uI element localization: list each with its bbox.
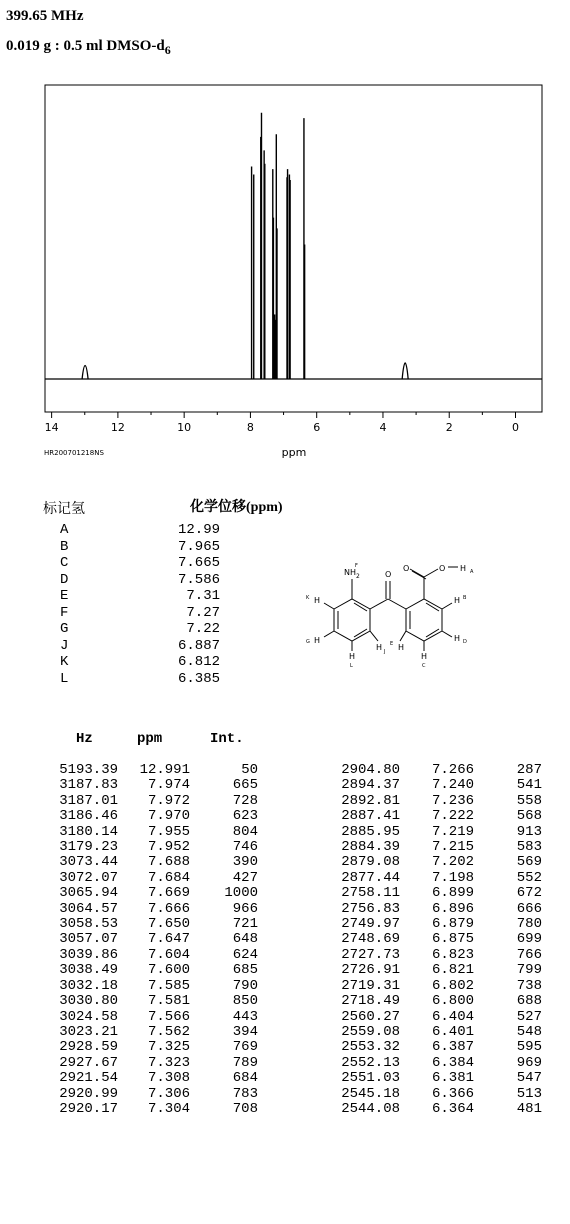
peak-row [46, 778, 258, 793]
peak-hz: 2920.99 [59, 1085, 118, 1102]
peak-row [46, 917, 258, 932]
peak-int: 552 [516, 869, 542, 886]
x-tick-label: 4 [379, 421, 387, 434]
peak-ppm: 7.688 [147, 854, 190, 871]
peak-int: 527 [516, 1008, 542, 1025]
peak-hz: 3032.18 [59, 977, 118, 994]
assignment-row [60, 588, 220, 605]
peak-row [46, 902, 258, 917]
peak-table-left [46, 763, 258, 1117]
peak-table-header-int: Int. [210, 731, 244, 747]
peak-hz: 3065.94 [59, 885, 118, 902]
label-c: C [422, 663, 426, 669]
label-k: K [306, 595, 310, 601]
peak-ppm: 7.684 [147, 869, 190, 886]
peak-hz: 3039.86 [59, 946, 118, 963]
peak-row [330, 1071, 542, 1086]
peak-int: 783 [232, 1085, 258, 1102]
nh2-label: $NH_2$ [344, 568, 360, 580]
peak-ppm: 7.308 [147, 1070, 190, 1087]
peak-hz: 2894.37 [341, 777, 400, 794]
peak-int: 969 [516, 1054, 542, 1071]
label-j: J [384, 649, 386, 655]
x-axis [45, 412, 519, 434]
assignment-shift-header: 化学位移(ppm) [190, 500, 283, 515]
peak-int: 648 [232, 931, 258, 948]
peak-ppm: 7.266 [431, 762, 474, 778]
peak-int: 558 [516, 792, 542, 809]
peak-int: 789 [232, 1054, 258, 1071]
peak-ppm: 7.669 [147, 885, 190, 902]
peak-row [330, 809, 542, 824]
spectrometer-frequency: 399.65 MHz [6, 8, 84, 24]
peak-int: 738 [516, 977, 542, 994]
assignment-label: G [60, 621, 69, 637]
peak-ppm: 6.387 [431, 1039, 474, 1056]
peak-ppm: 6.381 [431, 1070, 474, 1087]
assignment-label: L [60, 670, 69, 687]
h-g: H [314, 636, 321, 645]
peak-ppm: 7.972 [147, 792, 190, 809]
peak-ppm: 7.219 [431, 823, 474, 840]
peak-hz: 2877.44 [341, 869, 400, 886]
peak-hz: 3186.46 [59, 808, 118, 825]
peak-row [330, 871, 542, 886]
x-tick-label: 0 [511, 421, 519, 434]
peak-int: 624 [232, 946, 258, 963]
acid-carbonyl-o: O [403, 564, 410, 573]
peak-hz: 2879.08 [341, 854, 400, 871]
peak-int: 850 [232, 993, 258, 1010]
peak-int: 672 [516, 885, 542, 902]
assignment-row [60, 638, 220, 655]
assignment-row [60, 555, 220, 572]
peak-hz: 2544.08 [341, 1100, 400, 1117]
assignment-label: C [60, 555, 69, 571]
label-b: B [463, 595, 467, 601]
peak-table-header-hz: Hz [76, 731, 93, 747]
assignment-label: F [60, 604, 69, 621]
x-tick-label: 12 [110, 421, 125, 434]
spectrum-trace [45, 113, 542, 379]
peak-table-header-ppm: ppm [137, 731, 163, 747]
molecule-structure [278, 545, 508, 685]
peak-hz: 5193.39 [59, 762, 118, 778]
peak-int: 766 [516, 946, 542, 963]
peak-row [330, 948, 542, 963]
carbonyl-o: O [385, 570, 392, 579]
assignment-label: B [60, 538, 69, 555]
h-d: H [454, 634, 461, 643]
peak-hz: 3023.21 [59, 1023, 118, 1040]
label-d: D [463, 639, 467, 645]
label-e: E [390, 641, 394, 647]
acid-h: H [460, 564, 467, 573]
peak-int: 780 [516, 916, 542, 933]
peak-row [330, 1040, 542, 1055]
spectrum-peak [82, 366, 88, 379]
peak-row [46, 932, 258, 947]
peak-int: 913 [516, 823, 542, 840]
peak-row [46, 886, 258, 901]
peak-hz: 3030.80 [59, 993, 118, 1010]
assignment-shift: 6.812 [177, 654, 220, 670]
peak-hz: 2758.11 [341, 885, 400, 902]
peak-ppm: 6.899 [431, 885, 474, 902]
x-tick-label: 6 [313, 421, 321, 434]
peak-row [46, 1010, 258, 1025]
h-j: H [376, 643, 383, 652]
sample-conditions [6, 38, 171, 55]
peak-ppm: 7.198 [431, 869, 474, 886]
peak-hz: 2719.31 [341, 977, 400, 994]
peak-ppm: 7.952 [147, 839, 190, 856]
peak-int: 688 [516, 993, 542, 1010]
peak-hz: 2885.95 [341, 823, 400, 840]
peak-ppm: 6.802 [431, 977, 474, 994]
peak-row [330, 1056, 542, 1071]
peak-hz: 2921.54 [59, 1070, 118, 1087]
assignment-row [60, 572, 220, 589]
peak-hz: 3038.49 [59, 962, 118, 979]
peak-ppm: 7.325 [147, 1039, 190, 1056]
peak-int: 50 [241, 762, 258, 778]
peak-row [330, 1010, 542, 1025]
peak-row [330, 855, 542, 870]
peak-row [46, 1087, 258, 1102]
h-k: H [314, 596, 321, 605]
peak-int: 548 [516, 1023, 542, 1040]
peak-ppm: 6.401 [431, 1023, 474, 1040]
peak-hz: 3072.07 [59, 869, 118, 886]
peak-row [46, 1056, 258, 1071]
assignment-row [60, 671, 220, 688]
structure-bonds [324, 567, 461, 651]
peak-ppm: 7.666 [147, 900, 190, 917]
peak-row [330, 902, 542, 917]
peak-row [330, 840, 542, 855]
peak-int: 665 [232, 777, 258, 794]
assignment-shift: 7.586 [177, 571, 220, 588]
peak-ppm: 6.800 [431, 993, 474, 1010]
peak-hz: 3024.58 [59, 1008, 118, 1025]
label-l: L [350, 663, 353, 669]
peak-hz: 2552.13 [341, 1054, 400, 1071]
sample-subscript: 6 [164, 43, 171, 57]
peak-row [46, 840, 258, 855]
assignment-shift: 7.27 [186, 604, 220, 621]
peak-row [330, 763, 542, 778]
x-tick-label: 8 [246, 421, 254, 434]
assignment-label: E [60, 588, 69, 604]
peak-hz: 2756.83 [341, 900, 400, 917]
peak-ppm: 7.562 [147, 1023, 190, 1040]
acid-hydroxyl-o: O [439, 564, 446, 573]
h-e: H [398, 643, 405, 652]
x-tick-label: 10 [177, 421, 192, 434]
peak-int: 746 [232, 839, 258, 856]
peak-hz: 2904.80 [341, 762, 400, 778]
peak-hz: 2884.39 [341, 839, 400, 856]
peak-ppm: 6.384 [431, 1054, 474, 1071]
peak-hz: 2920.17 [59, 1100, 118, 1117]
peak-int: 804 [232, 823, 258, 840]
sample-text: 0.019 g : 0.5 ml DMSO-d [6, 38, 165, 54]
assignment-label-header: 标记氢 [43, 502, 85, 517]
peak-hz: 2551.03 [341, 1070, 400, 1087]
peak-int: 721 [232, 916, 258, 933]
peak-hz: 2718.49 [341, 993, 400, 1010]
assignment-row [60, 654, 220, 671]
peak-int: 699 [516, 931, 542, 948]
peak-ppm: 7.647 [147, 931, 190, 948]
spectrum-serial-number: HR200701218NS [44, 449, 104, 457]
peak-ppm: 7.585 [147, 977, 190, 994]
peak-int: 799 [516, 962, 542, 979]
peak-int: 427 [232, 869, 258, 886]
peak-hz: 2553.32 [341, 1039, 400, 1056]
peak-ppm: 7.222 [431, 808, 474, 825]
assignment-row [60, 605, 220, 622]
peak-ppm: 7.240 [431, 777, 474, 794]
assignment-shift: 7.665 [177, 555, 220, 571]
peak-hz: 3180.14 [59, 823, 118, 840]
peak-ppm: 7.306 [147, 1085, 190, 1102]
spectrum-peak [402, 363, 408, 379]
peak-hz: 2560.27 [341, 1008, 400, 1025]
peak-hz: 3187.01 [59, 792, 118, 809]
assignment-label: D [60, 571, 69, 588]
assignment-shift: 7.965 [177, 538, 220, 555]
peak-row [330, 886, 542, 901]
peak-int: 568 [516, 808, 542, 825]
peak-int: 708 [232, 1100, 258, 1117]
label-a: A [470, 569, 474, 575]
peak-hz: 3179.23 [59, 839, 118, 856]
assignment-row [60, 621, 220, 638]
peak-int: 569 [516, 854, 542, 871]
h-l: H [349, 652, 356, 661]
assignment-label: K [60, 654, 69, 670]
peak-ppm: 7.604 [147, 946, 190, 963]
peak-hz: 2749.97 [341, 916, 400, 933]
peak-int: 1000 [224, 885, 258, 902]
peak-hz: 3058.53 [59, 916, 118, 933]
peak-hz: 2892.81 [341, 792, 400, 809]
label-g: G [306, 639, 310, 645]
peak-int: 547 [516, 1070, 542, 1087]
peak-int: 390 [232, 854, 258, 871]
peak-row [330, 778, 542, 793]
peak-ppm: 7.215 [431, 839, 474, 856]
peak-hz: 2748.69 [341, 931, 400, 948]
peak-int: 966 [232, 900, 258, 917]
peak-ppm: 7.974 [147, 777, 190, 794]
peak-int: 541 [516, 777, 542, 794]
peak-int: 287 [516, 762, 542, 778]
peak-int: 728 [232, 792, 258, 809]
peak-row [330, 932, 542, 947]
peak-ppm: 7.236 [431, 792, 474, 809]
peak-ppm: 12.991 [139, 762, 190, 778]
assignment-shift: 6.385 [177, 670, 220, 687]
peak-ppm: 6.404 [431, 1008, 474, 1025]
peak-row [330, 917, 542, 932]
peak-row [46, 1102, 258, 1117]
peak-ppm: 7.323 [147, 1054, 190, 1071]
peak-int: 666 [516, 900, 542, 917]
peak-int: 513 [516, 1085, 542, 1102]
peak-hz: 2928.59 [59, 1039, 118, 1056]
peak-int: 623 [232, 808, 258, 825]
peak-row [330, 963, 542, 978]
peak-row [330, 1087, 542, 1102]
assignment-label: A [60, 522, 69, 538]
h-c: H [421, 652, 428, 661]
peak-ppm: 7.650 [147, 916, 190, 933]
plot-frame [45, 85, 542, 412]
peak-int: 481 [516, 1100, 542, 1117]
peak-hz: 3073.44 [59, 854, 118, 871]
assignment-shift: 12.99 [177, 522, 220, 538]
peak-ppm: 7.202 [431, 854, 474, 871]
peak-row [46, 794, 258, 809]
peak-row [46, 763, 258, 778]
x-tick-label: 14 [44, 421, 59, 434]
peak-row [46, 809, 258, 824]
assignment-shift: 7.31 [186, 588, 220, 604]
x-tick-label: 2 [445, 421, 453, 434]
peak-hz: 2727.73 [341, 946, 400, 963]
peak-ppm: 6.896 [431, 900, 474, 917]
peak-row [46, 855, 258, 870]
peak-int: 685 [232, 962, 258, 979]
assignment-shift: 6.887 [177, 637, 220, 654]
peak-hz: 2927.67 [59, 1054, 118, 1071]
peak-row [46, 871, 258, 886]
h-b: H [454, 596, 461, 605]
peak-row [46, 948, 258, 963]
peak-row [330, 994, 542, 1009]
peak-row [330, 794, 542, 809]
peak-row [46, 825, 258, 840]
peak-row [46, 979, 258, 994]
peak-hz: 3057.07 [59, 931, 118, 948]
peak-ppm: 7.600 [147, 962, 190, 979]
assignment-table [60, 522, 220, 687]
peak-int: 790 [232, 977, 258, 994]
peak-ppm: 7.581 [147, 993, 190, 1010]
peak-row [330, 825, 542, 840]
peak-row [46, 1025, 258, 1040]
peak-ppm: 6.879 [431, 916, 474, 933]
peak-int: 394 [232, 1023, 258, 1040]
peak-int: 443 [232, 1008, 258, 1025]
assignment-shift: 7.22 [186, 621, 220, 637]
peak-row [330, 1025, 542, 1040]
peak-row [330, 1102, 542, 1117]
peak-hz: 2559.08 [341, 1023, 400, 1040]
label-f: F [355, 563, 358, 569]
peak-row [46, 1040, 258, 1055]
peak-hz: 2545.18 [341, 1085, 400, 1102]
peak-ppm: 6.366 [431, 1085, 474, 1102]
peak-ppm: 7.304 [147, 1100, 190, 1117]
peak-hz: 3064.57 [59, 900, 118, 917]
peak-row [46, 963, 258, 978]
peak-ppm: 6.875 [431, 931, 474, 948]
peak-int: 684 [232, 1070, 258, 1087]
peak-ppm: 6.823 [431, 946, 474, 963]
peak-row [46, 1071, 258, 1086]
peak-ppm: 6.821 [431, 962, 474, 979]
peak-int: 583 [516, 839, 542, 856]
assignment-row [60, 539, 220, 556]
peak-ppm: 6.364 [431, 1100, 474, 1117]
peak-ppm: 7.955 [147, 823, 190, 840]
peak-hz: 3187.83 [59, 777, 118, 794]
peak-ppm: 7.970 [147, 808, 190, 825]
peak-int: 595 [516, 1039, 542, 1056]
peak-row [330, 979, 542, 994]
x-axis-label: ppm [281, 446, 307, 459]
assignment-label: J [60, 637, 69, 654]
peak-int: 769 [232, 1039, 258, 1056]
assignment-row [60, 522, 220, 539]
peak-table-right [330, 763, 542, 1117]
peak-hz: 2887.41 [341, 808, 400, 825]
peak-hz: 2726.91 [341, 962, 400, 979]
peak-row [46, 994, 258, 1009]
peak-ppm: 7.566 [147, 1008, 190, 1025]
